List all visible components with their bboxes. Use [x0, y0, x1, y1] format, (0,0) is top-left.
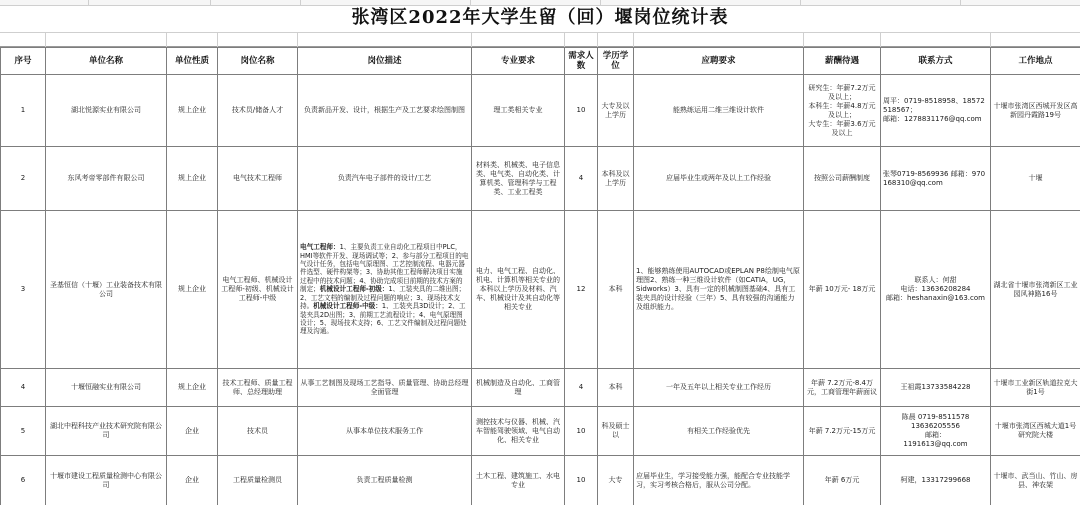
table-row [1, 456, 1080, 505]
header-position: 岗位名称 [218, 48, 298, 75]
cell-salary: 年薪 7.2万元-8.4万元，工商管理年薪面议 [804, 369, 881, 407]
table-row [1, 407, 1080, 456]
cell-description: 负责工程质量检测 [298, 456, 472, 505]
cell-nature: 企业 [167, 456, 218, 505]
cell-major: 测控技术与仪器、机械、汽车智能驾驶领域、电气自动化、相关专业 [472, 407, 565, 456]
cell-company: 东风考帝零部件有限公司 [46, 147, 167, 211]
cell-location: 湖北省十堰市张湾新区工业园风神路16号 [991, 211, 1080, 369]
cell-salary: 按照公司薪酬制度 [804, 147, 881, 211]
header-row [1, 48, 1080, 75]
cell-nature: 企业 [167, 407, 218, 456]
cell-salary: 年薪 7.2万元-15万元 [804, 407, 881, 456]
cell-company: 湖北中程科技产业技术研究院有限公司 [46, 407, 167, 456]
header-location: 工作地点 [991, 48, 1080, 75]
cell-contact: 张琴0719-8569936 邮箱：970168310@qq.com [881, 147, 991, 211]
cell-position: 电气工程师、机械设计工程师-初级、机械设计工程师-中级 [218, 211, 298, 369]
table-row [1, 75, 1080, 147]
table-row [1, 369, 1080, 407]
cell-major: 材料类、机械类、电子信息类、电气类、自动化类、计算机类、管理科学与工程类、工业工程类 [472, 147, 565, 211]
cell-company: 圣基恒信（十堰）工业装备技术有限公司 [46, 211, 167, 369]
cell-major: 理工类相关专业 [472, 75, 565, 147]
header-no: 序号 [1, 48, 46, 75]
cell-nature: 规上企业 [167, 147, 218, 211]
cell-position: 工程质量检测员 [218, 456, 298, 505]
cell-major: 机械制造及自动化、工商管理 [472, 369, 565, 407]
cell-count: 4 [565, 147, 598, 211]
cell-no: 5 [1, 407, 46, 456]
cell-location: 十堰市张湾区西城开发区高新园丹霞路19号 [991, 75, 1080, 147]
cell-company: 十堰市建设工程质量检测中心有限公司 [46, 456, 167, 505]
cell-description: 负责新品开发、设计，根据生产及工艺要求绘图制图 [298, 75, 472, 147]
cell-contact: 王祖霞13733584228 [881, 369, 991, 407]
cell-position: 电气技术工程师 [218, 147, 298, 211]
cell-count: 4 [565, 369, 598, 407]
cell-no: 4 [1, 369, 46, 407]
header-contact: 联系方式 [881, 48, 991, 75]
cell-count: 10 [565, 75, 598, 147]
cell-description: 从事本单位技术服务工作 [298, 407, 472, 456]
job-table [0, 47, 1080, 505]
cell-contact: 陈晨 0719-8511578 13636205556 邮箱： 1191613@qq.com [881, 407, 991, 456]
blank-row [0, 32, 1080, 47]
cell-nature: 规上企业 [167, 211, 218, 369]
cell-salary: 年薪 6万元 [804, 456, 881, 505]
cell-education: 本科 [598, 211, 634, 369]
cell-position: 技术员/储备人才 [218, 75, 298, 147]
cell-description: 负责汽车电子部件的设计/工艺 [298, 147, 472, 211]
cell-requirement: 能熟练运用二维三维设计软件 [634, 75, 804, 147]
cell-location: 十堰市张湾区西城大道1号研究院大楼 [991, 407, 1080, 456]
cell-no: 2 [1, 147, 46, 211]
cell-count: 10 [565, 456, 598, 505]
cell-requirement: 1、能够熟练使用AUTOCAD或EPLAN P8绘制电气原理图2、熟练一种三维设计软件（如CATIA，UG，Sidworks）3、具有一定的机械制图基础4、具有工装夹具的设计经验（三年）5、具有较强的沟通能力及组织能力。 [634, 211, 804, 369]
cell-education: 大专及以上学历 [598, 75, 634, 147]
cell-position: 技术员 [218, 407, 298, 456]
cell-education: 科及硕士以 [598, 407, 634, 456]
table-row [1, 211, 1080, 369]
header-count: 需求人数 [565, 48, 598, 75]
table-title: 张湾区2022年大学生留（回）堰岗位统计表 [351, 7, 729, 28]
cell-salary: 年薪 10万元- 18万元 [804, 211, 881, 369]
cell-contact: 柯建，13317299668 [881, 456, 991, 505]
cell-no: 6 [1, 456, 46, 505]
cell-requirement: 应届毕业生，学习接受能力强，能配合专业技能学习，实习考核合格后，服从公司分配。 [634, 456, 804, 505]
cell-education: 大专 [598, 456, 634, 505]
cell-nature: 规上企业 [167, 75, 218, 147]
cell-education: 本科及以上学历 [598, 147, 634, 211]
header-description: 岗位描述 [298, 48, 472, 75]
cell-description: 从事工艺制图及现场工艺指导、质量管理、协助总经理全面管理 [298, 369, 472, 407]
cell-requirement: 应届毕业生或两年及以上工作经验 [634, 147, 804, 211]
cell-major: 电力、电气工程、自动化、机电、计算机等相关专业的本科以上学历及材料、汽车、机械设计及其自动化等相关专业 [472, 211, 565, 369]
cell-no: 1 [1, 75, 46, 147]
header-nature: 单位性质 [167, 48, 218, 75]
cell-contact: 周平：0719-8518958、18572518567； 邮箱：1278831176@qq.com [881, 75, 991, 147]
header-requirement: 应聘要求 [634, 48, 804, 75]
cell-company: 湖北悦源实业有限公司 [46, 75, 167, 147]
header-major: 专业要求 [472, 48, 565, 75]
header-company: 单位名称 [46, 48, 167, 75]
cell-count: 12 [565, 211, 598, 369]
header-education: 学历学位 [598, 48, 634, 75]
cell-no: 3 [1, 211, 46, 369]
header-salary: 薪酬待遇 [804, 48, 881, 75]
cell-requirement: 有相关工作经验优先 [634, 407, 804, 456]
cell-education: 本科 [598, 369, 634, 407]
cell-requirement: 一年及五年以上相关专业工作经历 [634, 369, 804, 407]
cell-location: 十堰市工业新区轨道拉克大街1号 [991, 369, 1080, 407]
table-row [1, 147, 1080, 211]
cell-major: 土木工程、建筑施工、水电专业 [472, 456, 565, 505]
cell-company: 十堰恒融实业有限公司 [46, 369, 167, 407]
cell-location: 十堰市、武当山、竹山、房县、神农架 [991, 456, 1080, 505]
cell-description: 电气工程师：1、主要负责工业自动化工程项目中PLC，HMI等软件开发、现场调试等；2、参与部分工程项目的电气设计任务，包括电气原理图、工艺控制流程、电器元器件选型、硬件构架等；3、协助其他工程师解决项目实施过程中的技术问题；4、协助完成项目前期的技术方案的制定；机械设计工程师-初级：1、工装夹具的二维出图；2、工艺文档的编制及过程问题的响应；3、现场技术支持。机械设计工程师-中级：1、工装夹具3D设计；2、工装夹具2D出图；3、前期工艺流程设计；4、电气原理图设计；5、现场技术支持；6、工艺文件编制及过程问题处理及沟通。 [298, 211, 472, 369]
cell-nature: 规上企业 [167, 369, 218, 407]
cell-contact: 联系人：何甜 电话：13636208284 邮箱：heshanaxin@163.com [881, 211, 991, 369]
cell-salary: 研究生：年薪7.2万元及以上； 本科生：年薪4.8万元及以上； 大专生：年薪3.6万元及以上 [804, 75, 881, 147]
cell-location: 十堰 [991, 147, 1080, 211]
cell-position: 技术工程师、质量工程师、总经理助理 [218, 369, 298, 407]
cell-count: 10 [565, 407, 598, 456]
